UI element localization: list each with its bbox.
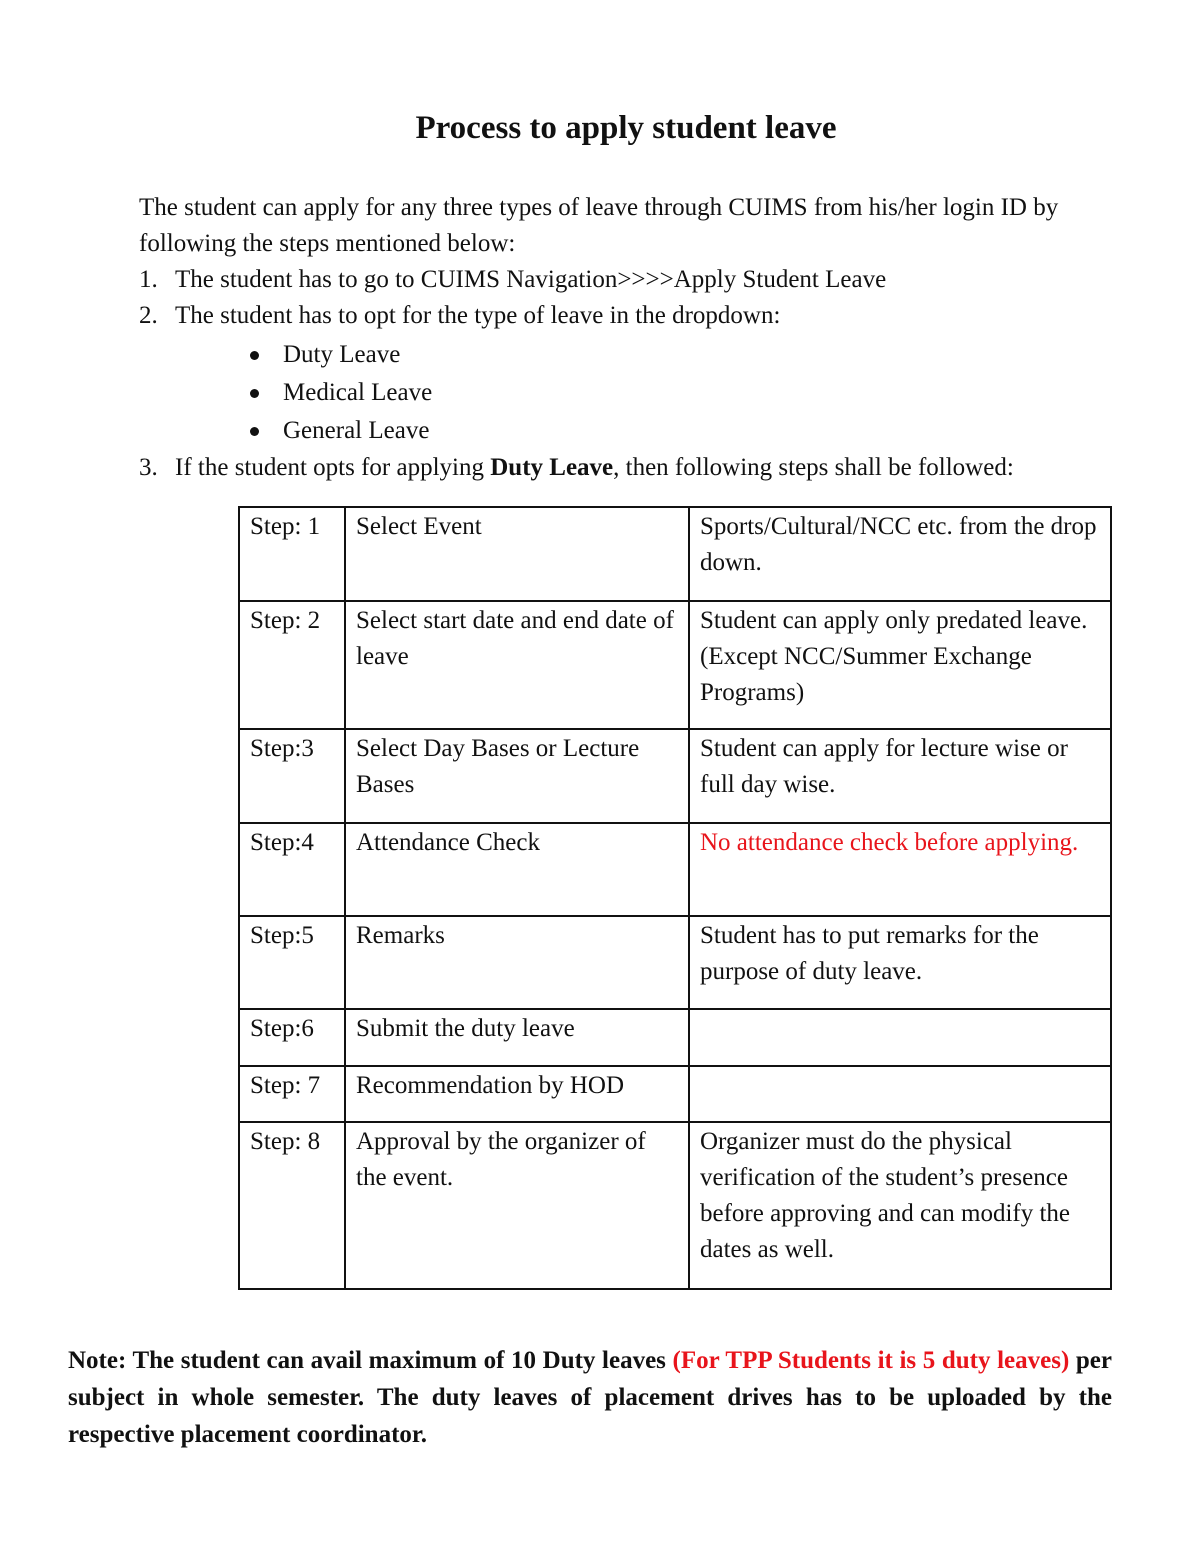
intro-paragraph: The student can apply for any three types of leave through CUIMS from his/her login ID by following the steps mentioned below: [139,194,1059,257]
table-row [239,916,1111,1009]
duty-leave-steps-table [238,506,1112,1290]
table-cell-action: Attendance Check [345,823,689,916]
list-item-step-3 [139,450,1139,486]
table-cell-action: Remarks [345,916,689,1009]
leave-type-label: Duty Leave [283,341,401,368]
leave-types-list [175,336,1139,450]
step-text: The student has to opt for the type of leave in the dropdown: [175,302,781,329]
table-cell-detail: Sports/Cultural/NCC etc. from the drop down. [689,507,1111,601]
note-highlight: (For TPP Students it is 5 duty leaves) [672,1347,1070,1374]
list-item-leave-type [247,336,1139,374]
bullet-icon [250,389,259,398]
step-text-bold: Duty Leave [490,454,614,481]
table-cell-action: Recommendation by HOD [345,1066,689,1122]
step-number: 2. [139,302,158,329]
table-cell-step: Step:4 [239,823,345,916]
step-text-after: , then following steps shall be followed: [613,454,1014,481]
list-item-leave-type [247,374,1139,412]
note-paragraph [68,1342,1112,1453]
steps-list [139,262,1139,486]
bullet-icon [250,351,259,360]
list-item-step-1 [139,262,1139,298]
table-row [239,823,1111,916]
table-row [239,601,1111,729]
table-cell-detail: Student has to put remarks for the purpose of duty leave. [689,916,1111,1009]
step-text: The student has to go to CUIMS Navigation>>>>Apply Student Leave [175,266,887,293]
table-cell-step: Step:6 [239,1009,345,1066]
table-cell-step: Step: 2 [239,601,345,729]
table-cell-detail: Organizer must do the physical verification of the student’s presence before approving and can modify the dates as well. [689,1122,1111,1289]
step-number: 3. [139,454,158,481]
step-text-before: If the student opts for applying [175,454,491,481]
list-item-leave-type [247,412,1139,450]
table-cell-detail-warning: No attendance check before applying. [689,823,1111,916]
table-row [239,729,1111,823]
leave-type-label: Medical Leave [283,379,433,406]
note-text: Note: The student can avail maximum of 10 Duty leaves [68,1347,673,1374]
table-cell-detail: Student can apply only predated leave. (Except NCC/Summer Exchange Programs) [689,601,1111,729]
table-cell-action: Submit the duty leave [345,1009,689,1066]
table-cell-step: Step: 8 [239,1122,345,1289]
table-cell-action: Select Event [345,507,689,601]
table-cell-detail [689,1066,1111,1122]
table-cell-step: Step: 1 [239,507,345,601]
table-cell-detail [689,1009,1111,1066]
table-row [239,1122,1111,1289]
table-row [239,1009,1111,1066]
table-cell-step: Step: 7 [239,1066,345,1122]
table-cell-detail: Student can apply for lecture wise or full day wise. [689,729,1111,823]
table-row [239,1066,1111,1122]
table-row [239,507,1111,601]
table-cell-step: Step:5 [239,916,345,1009]
table-cell-action: Select Day Bases or Lecture Bases [345,729,689,823]
bullet-icon [250,427,259,436]
table-cell-step: Step:3 [239,729,345,823]
table-cell-action: Approval by the organizer of the event. [345,1122,689,1289]
page-title: Process to apply student leave [415,110,837,146]
note-text-end: per subject in whole semester. The duty leaves of placement drives has to be uploaded by the respective placement coordinator. [68,1347,1112,1448]
table-cell-action: Select start date and end date of leave [345,601,689,729]
step-number: 1. [139,266,158,293]
leave-type-label: General Leave [283,417,430,444]
list-item-step-2 [139,298,1139,450]
